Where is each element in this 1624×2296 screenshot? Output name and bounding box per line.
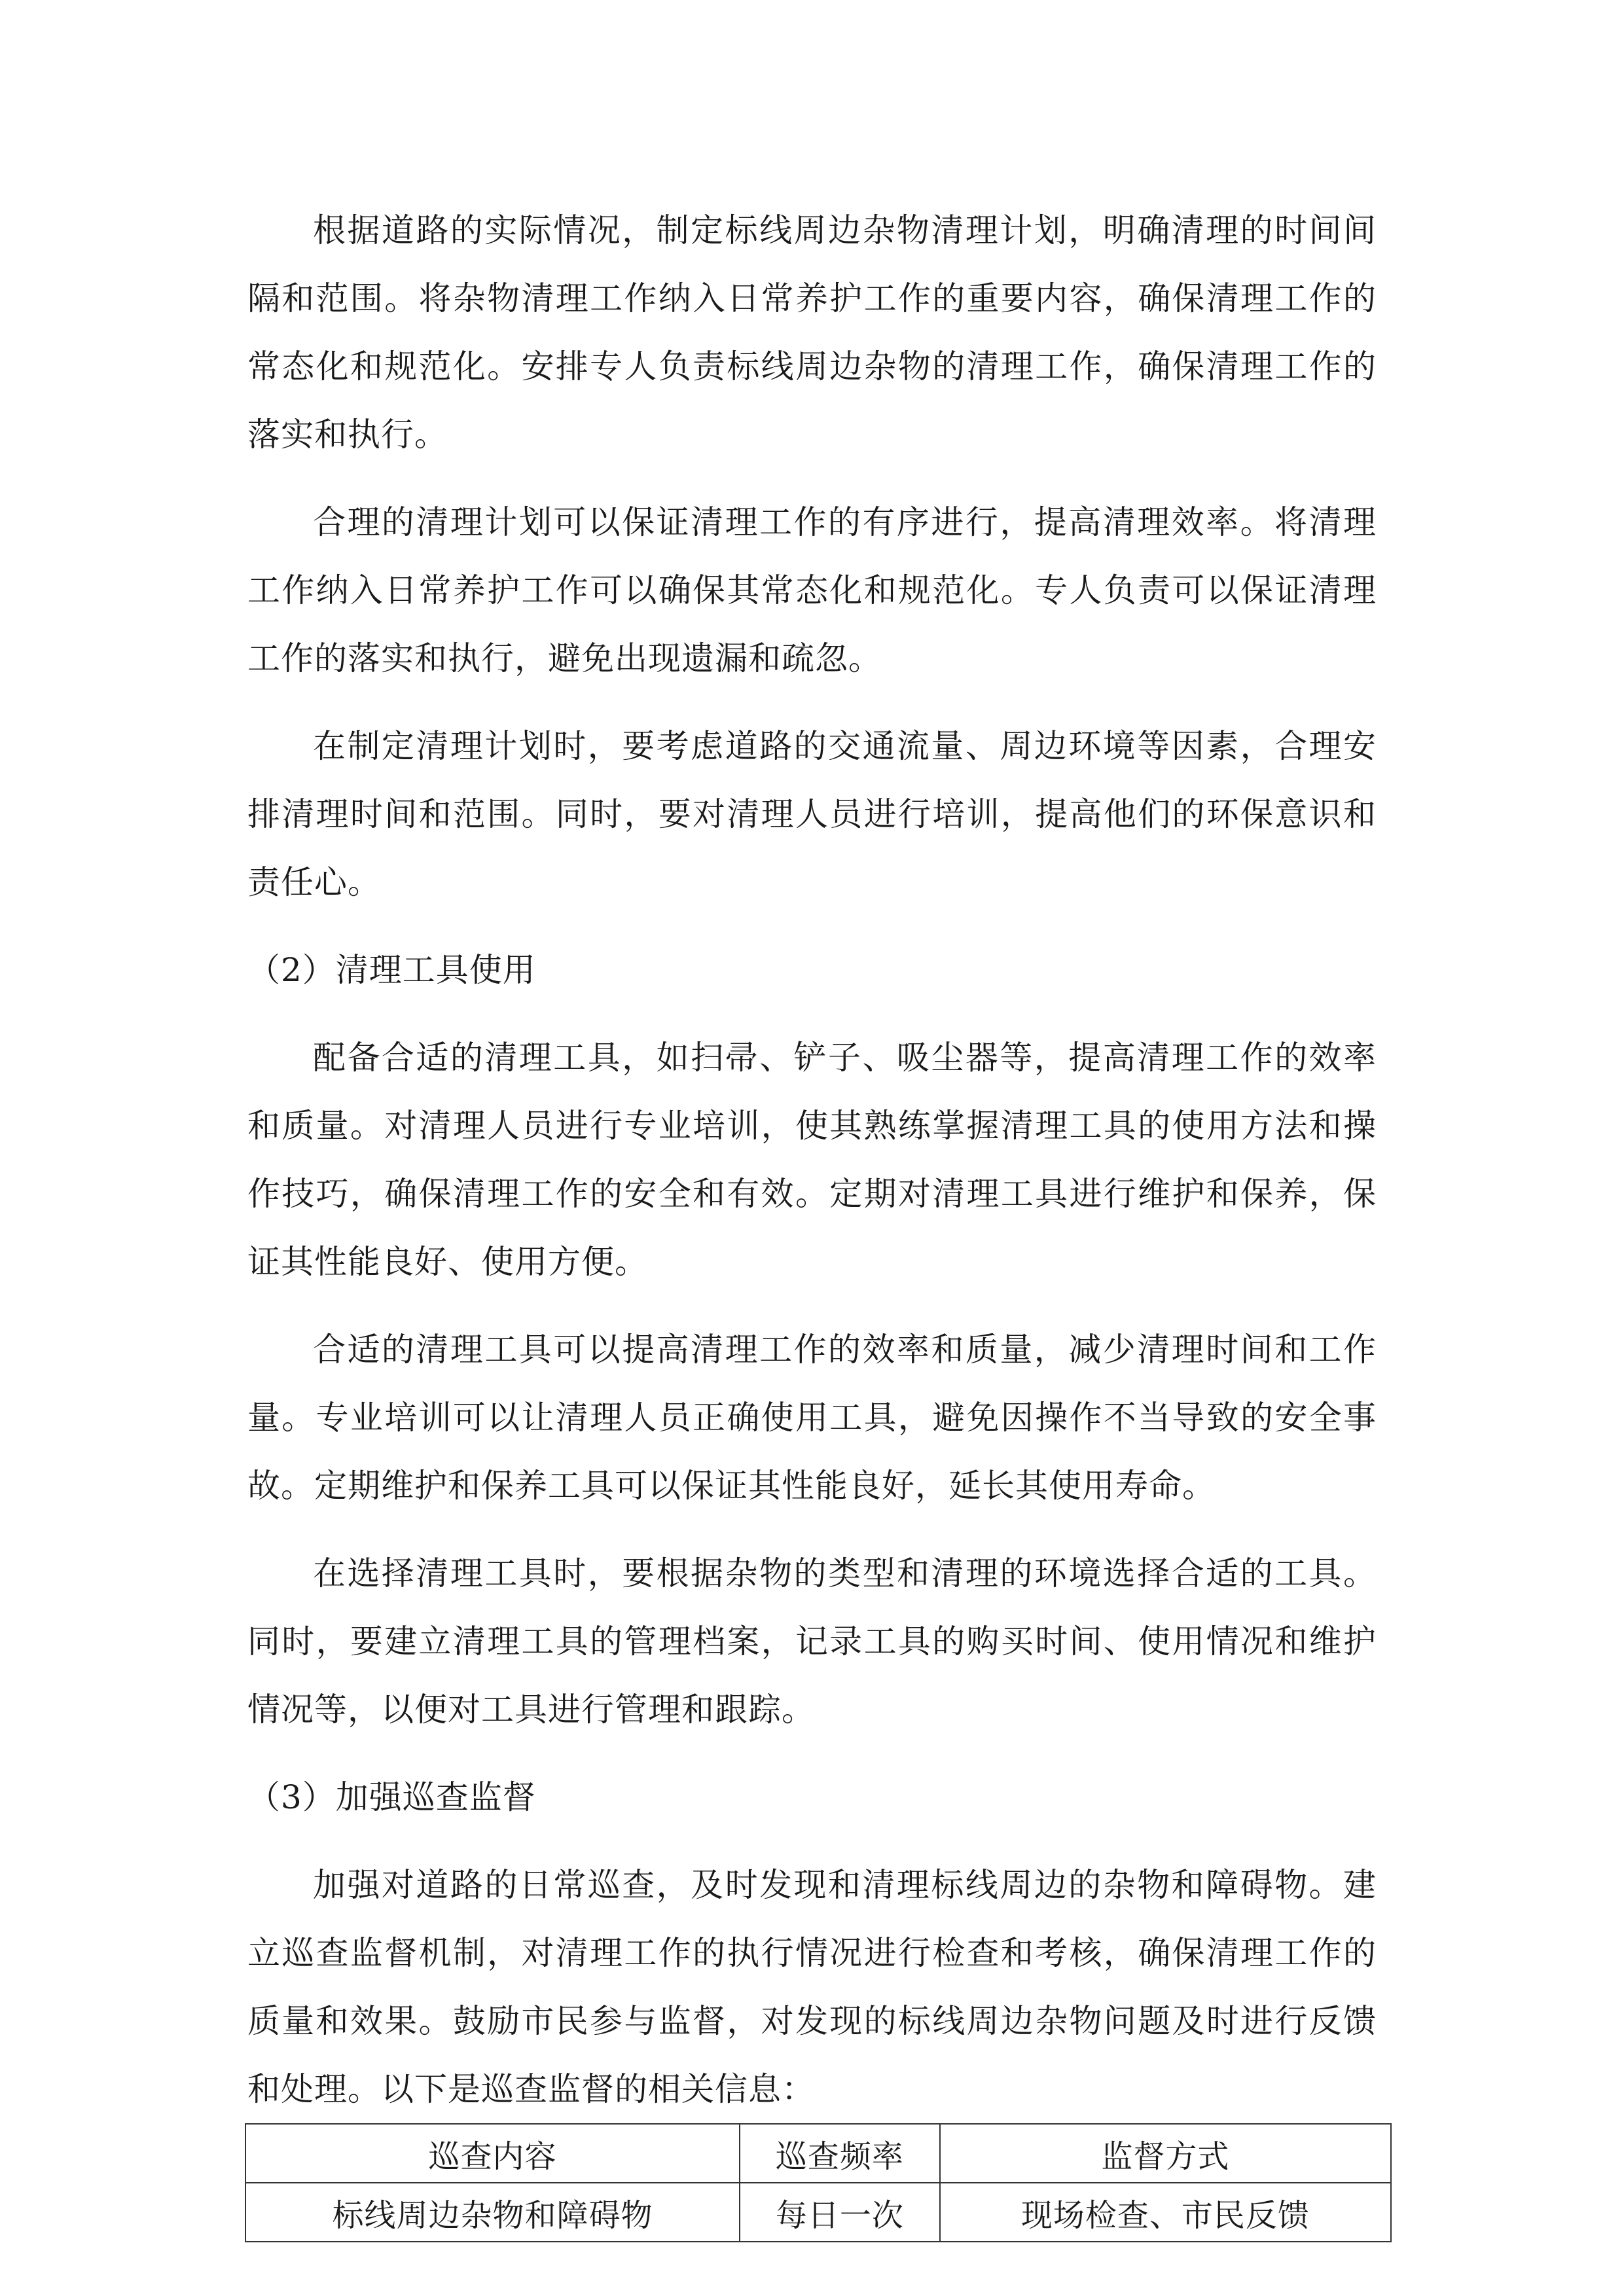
table-cell: 标线周边杂物和障碍物 (245, 2183, 740, 2242)
table-cell: 现场检查、市民反馈 (940, 2183, 1391, 2242)
document-page (247, 196, 1377, 2234)
paragraph: 合理的清理计划可以保证清理工作的有序进行，提高清理效率。将清理工作纳入日常养护工作可以确保其常态化和规范化。专人负责可以保证清理工作的落实和执行，避免出现遗漏和疏忽。 (247, 503, 1377, 677)
paragraph: 在选择清理工具时，要根据杂物的类型和清理的环境选择合适的工具。同时，要建立清理工具的管理档案，记录工具的购买时间、使用情况和维护情况等，以便对工具进行管理和跟踪。 (247, 1554, 1377, 1729)
section-heading: （3）加强巡查监督 (247, 1778, 536, 1816)
paragraph: 合适的清理工具可以提高清理工作的效率和质量，减少清理时间和工作量。专业培训可以让清理人员正确使用工具，避免因操作不当导致的安全事故。定期维护和保养工具可以保证其性能良好，延长其使用寿命。 (247, 1331, 1377, 1505)
paragraph: 在制定清理计划时，要考虑道路的交通流量、周边环境等因素，合理安排清理时间和范围。同时，要对清理人员进行培训，提高他们的环保意识和责任心。 (247, 727, 1377, 901)
paragraph: 加强对道路的日常巡查，及时发现和清理标线周边的杂物和障碍物。建立巡查监督机制，对清理工作的执行情况进行检查和考核，确保清理工作的质量和效果。鼓励市民参与监督，对发现的标线周边杂物问题及时进行反馈和处理。以下是巡查监督的相关信息： (247, 1866, 1377, 2108)
paragraph: 配备合适的清理工具，如扫帚、铲子、吸尘器等，提高清理工作的效率和质量。对清理人员进行专业培训，使其熟练掌握清理工具的使用方法和操作技巧，确保清理工作的安全和有效。定期对清理工具进行维护和保养，保证其性能良好、使用方便。 (247, 1039, 1377, 1281)
section-heading: （2）清理工具使用 (247, 951, 536, 989)
table-row (245, 2183, 1391, 2242)
table-header-cell: 巡查内容 (245, 2124, 740, 2183)
table-header-cell: 巡查频率 (740, 2124, 940, 2183)
paragraph: 根据道路的实际情况，制定标线周边杂物清理计划，明确清理的时间间隔和范围。将杂物清理工作纳入日常养护工作的重要内容，确保清理工作的常态化和规范化。安排专人负责标线周边杂物的清理工作，确保清理工作的落实和执行。 (247, 211, 1377, 454)
inspection-table (245, 2123, 1392, 2242)
table-header-row (245, 2124, 1391, 2183)
table-cell: 每日一次 (740, 2183, 940, 2242)
table-header-cell: 监督方式 (940, 2124, 1391, 2183)
